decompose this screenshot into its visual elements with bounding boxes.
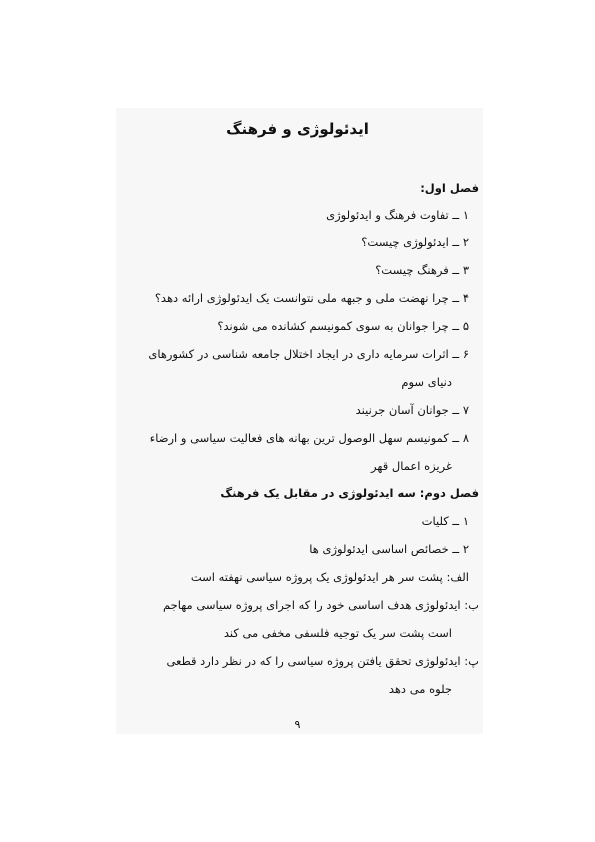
toc-item-1-6-cont: دنیای سوم	[401, 375, 452, 389]
toc-item-1-8-cont: غریزه اعمال قهر	[371, 459, 452, 473]
toc-item-1-5: ۵ ــ چرا جوانان به سوی کمونیسم کشانده می شوند؟	[217, 319, 469, 333]
toc-subitem-alef: الف: پشت سر هر ایدئولوژی یک پروژه سیاسی نهفته است	[190, 570, 469, 584]
toc-item-1-8: ۸ ــ کمونیسم سهل الوصول ترین بهانه های فعالیت سیاسی و ارضاء	[149, 431, 469, 445]
toc-subitem-pe: پ: ایدئولوژی تحقق یافتن پروژه سیاسی را که در نظر دارد قطعی	[166, 654, 479, 668]
page-number: ۹	[294, 718, 301, 731]
chapter-2-heading: فصل دوم: سه ایدئولوژی در مقابل یک فرهنگ	[220, 486, 479, 500]
toc-item-1-1: ۱ ــ تفاوت فرهنگ و ایدئولوژی	[326, 208, 469, 222]
toc-item-2-2: ۲ ــ خصائص اساسی ایدئولوژی ها	[309, 542, 469, 556]
toc-item-1-4: ۴ ــ چرا نهضت ملی و جبهه ملی نتوانست یک ایدئولوژی ارائه دهد؟	[154, 291, 469, 305]
toc-item-1-7: ۷ ــ جوانان آسان جرنیند	[355, 403, 469, 417]
toc-subitem-be-cont: است پشت سر یک توجیه فلسفی مخفی می کند	[223, 626, 452, 640]
toc-item-2-1: ۱ ــ کلیات	[421, 514, 469, 528]
chapter-1-heading: فصل اول:	[420, 181, 479, 195]
toc-item-1-3: ۳ ــ فرهنگ چیست؟	[375, 263, 469, 277]
toc-subitem-be: ب: ایدئولوژی هدف اساسی خود را که اجرای پروژه سیاسی مهاجم	[162, 598, 479, 612]
toc-subitem-pe-cont: جلوه می دهد	[388, 682, 452, 696]
page-title: ایدئولوژی و فرهنگ	[226, 120, 369, 138]
toc-item-1-6: ۶ ــ اثرات سرمایه داری در ایجاد اختلال جامعه شناسی در کشورهای	[148, 347, 469, 361]
toc-item-1-2: ۲ ــ ایدئولوژی چیست؟	[361, 235, 469, 249]
